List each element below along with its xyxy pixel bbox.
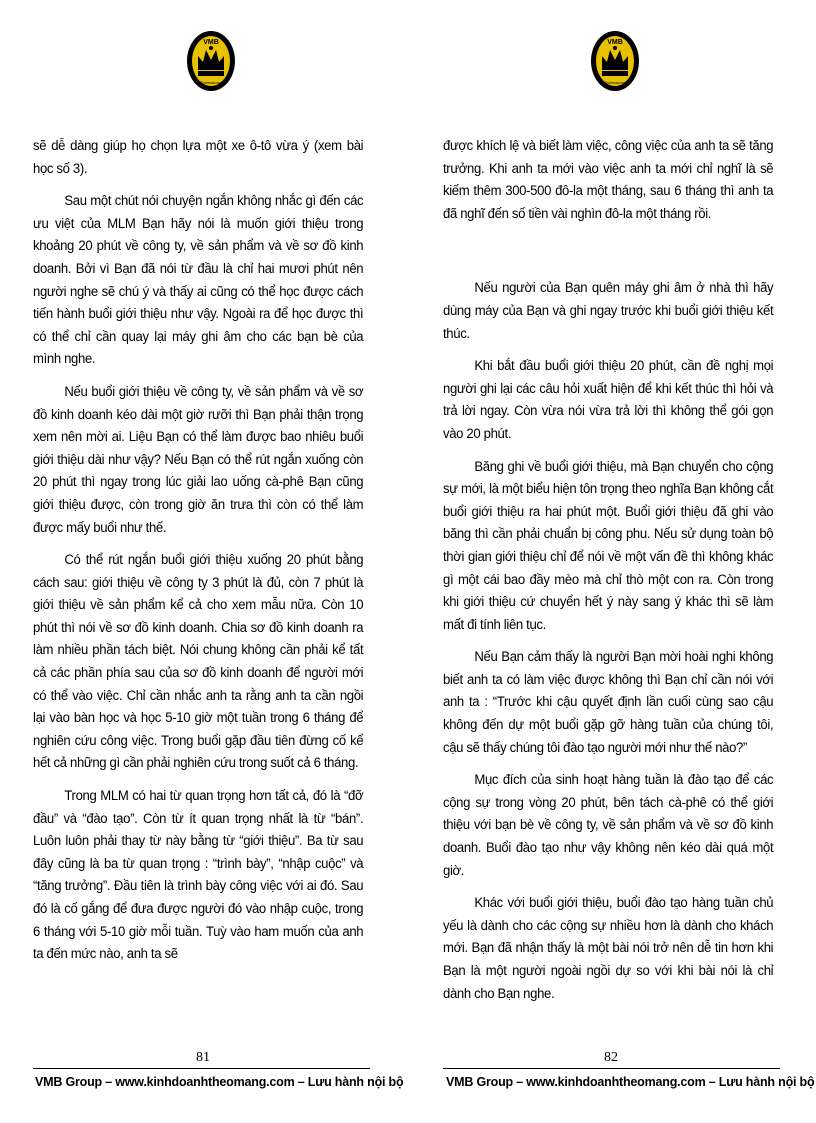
footer-left: VMB Group – www.kinhdoanhtheomang.com – Lưu hành nội bộ (35, 1075, 404, 1089)
left-page-body (33, 135, 363, 976)
paragraph: Khác với buổi giới thiệu, buổi đào tạo hàng tuần chủ yếu là dành cho các cộng sự nhiều hơn là dành cho khách mới. Bạn đã nhận thấy là một bài nói trở nên dễ tin hơn khi Bạn là một người ngoài ngồi dự so với khi bài nói là chỉ dành cho Bạn nghe. (443, 895, 774, 1001)
page-number-left: 81 (196, 1050, 210, 1065)
right-page-body (443, 135, 773, 1015)
page-number-right: 82 (604, 1050, 618, 1065)
vmb-logo-right (590, 30, 640, 92)
svg-text:VMB: VMB (203, 39, 219, 46)
paragraph: Mục đích của sinh hoạt hàng tuần là đào tạo để các cộng sự trong vòng 20 phút, bên tách cà-phê có thể giới thiệu với bạn bè về công ty, về sản phẩm và về sơ đồ kinh doanh. Buổi đào tạo như vậy không nên kéo dài quá một giờ. (443, 772, 774, 878)
paragraph: Nếu Bạn cảm thấy là người Bạn mời hoài nghi không biết anh ta có làm việc được không thì Bạn chỉ cần nói với anh ta : “Trước khi cậu quyết định lần cuối cùng sao cậu không đến dự một buổi gặp gỡ hàng tuần của chúng tôi, cậu sẽ thấy chúng tôi đào tạo người mới như thế nào?” (443, 649, 774, 755)
svg-text:VMB: VMB (607, 39, 623, 46)
footer-divider-right (443, 1068, 780, 1069)
svg-text:Professional: Professional (603, 80, 627, 85)
crown-icon (590, 30, 640, 92)
paragraph: Sau một chút nói chuyện ngắn không nhắc gì đến các ưu việt của MLM Bạn hãy nói là muốn giới thiệu trong khoảng 20 phút về công ty, về sản phẩm và về sơ đồ kinh doanh. Bởi vì Bạn đã nói từ đầu là chỉ hai mươi phút nên người nghe sẽ chú ý và thấy ai cũng có thể học được cách tiến hành buổi giới thiệu như vậy. Ngoài ra để học được thì có thể chỉ cần quay lại máy ghi âm cho các bạn bè của mình nghe. (33, 193, 364, 367)
paragraph: Nếu người của Bạn quên máy ghi âm ở nhà thì hãy dùng máy của Bạn và ghi ngay trước khi buổi giới thiệu kết thúc. (443, 280, 774, 341)
paragraph: Trong MLM có hai từ quan trọng hơn tất cả, đó là “đỡ đầu” và “đào tạo”. Còn từ ít quan trọng nhất là từ “bán”. Luôn luôn phải thay từ này bằng từ “giới thiệu”. Ba từ sau đây cũng là ba từ quan trọng : “trình bày”, “nhập cuộc” và “tăng trưởng”. Đầu tiên là trình bày công việc với ai đó. Sau đó là cố gắng để đưa được người đó vào nhập cuộc, trong 6 tháng với 5-10 giờ mỗi tuần. Tuỳ vào ham muốn của anh ta đến mức nào, anh ta sẽ (33, 788, 364, 962)
paragraph: Nếu buổi giới thiệu về công ty, về sản phẩm và về sơ đồ kinh doanh kéo dài một giờ rưỡi thì Bạn phải thận trọng xem nên mời ai. Liệu Bạn có thể làm được bao nhiêu buổi giới thiệu dài như vậy? Nếu Bạn có thể rút ngắn xuống còn 20 phút thì ngay trong lúc giải lao uống cà-phê Bạn cũng giới thiệu được, còn trong giờ ăn trưa thì còn có thể làm được mấy buổi như thế. (33, 383, 364, 535)
paragraph: Băng ghi về buổi giới thiệu, mà Bạn chuyển cho cộng sự mới, là một biểu hiện tôn trọng theo nghĩa Bạn không cắt buổi giới thiệu ra hai phút một. Buổi giới thiệu đã ghi vào băng thì cần phải chuẩn bị công phu. Nếu sử dụng toàn bộ thời gian giới thiệu chỉ để nói về một vấn đề thì không khác gì một cái bao đầy mèo mà chỉ thò một con ra. Còn trong khi giới thiệu cứ chuyển hết ý này sang ý khác thì sẽ làm mất đi tính liên tục. (443, 458, 774, 632)
paragraph: sẽ dễ dàng giúp họ chọn lựa một xe ô-tô vừa ý (xem bài học số 3). (33, 138, 364, 176)
paragraph: được khích lệ và biết làm việc, công việc của anh ta sẽ tăng trưởng. Khi anh ta mới vào việc anh ta mới chỉ nghĩ là sẽ kiếm thêm 300-500 đô-la một tháng, sau 6 tháng thì anh ta đã nghĩ đến số tiền vài nghìn đô-la một tháng rồi. (443, 138, 774, 221)
paragraph: Khi bắt đầu buổi giới thiệu 20 phút, cần đề nghị mọi người ghi lại các câu hỏi xuất hiện để khi kết thúc thì hỏi và trả lời ngay. Còn vừa nói vừa trả lời thì không thể gói gọn vào 20 phút. (443, 358, 774, 441)
footer-divider-left (33, 1068, 370, 1069)
crown-icon (186, 30, 236, 92)
svg-text:Professional: Professional (199, 80, 223, 85)
footer-right: VMB Group – www.kinhdoanhtheomang.com – Lưu hành nội bộ (446, 1075, 815, 1089)
vmb-logo-left (186, 30, 236, 92)
paragraph: Có thể rút ngắn buổi giới thiệu xuống 20 phút bằng cách sau: giới thiệu về công ty 3 phút là đủ, còn 7 phút là giới thiệu về sản phẩm kể cả cho xem mẫu nữa. Còn 10 phút thì nói về sơ đồ kinh doanh. Chia sơ đồ kinh doanh ra làm nhiều phần tách biệt. Nói chung không cần phải kể tất cả các phần phía sau của sơ đồ kinh doanh để người mới có thể vào việc. Chỉ cần nhắc anh ta rằng anh ta cần ngồi lại vào bàn học và học 5-10 giờ một tuần trong 6 tháng để nghiên cứu công việc. Trong buổi gặp đầu tiên đừng cố kể hết cả những gì cần phải nghiên cứu trong suốt cả 6 tháng. (33, 552, 364, 771)
